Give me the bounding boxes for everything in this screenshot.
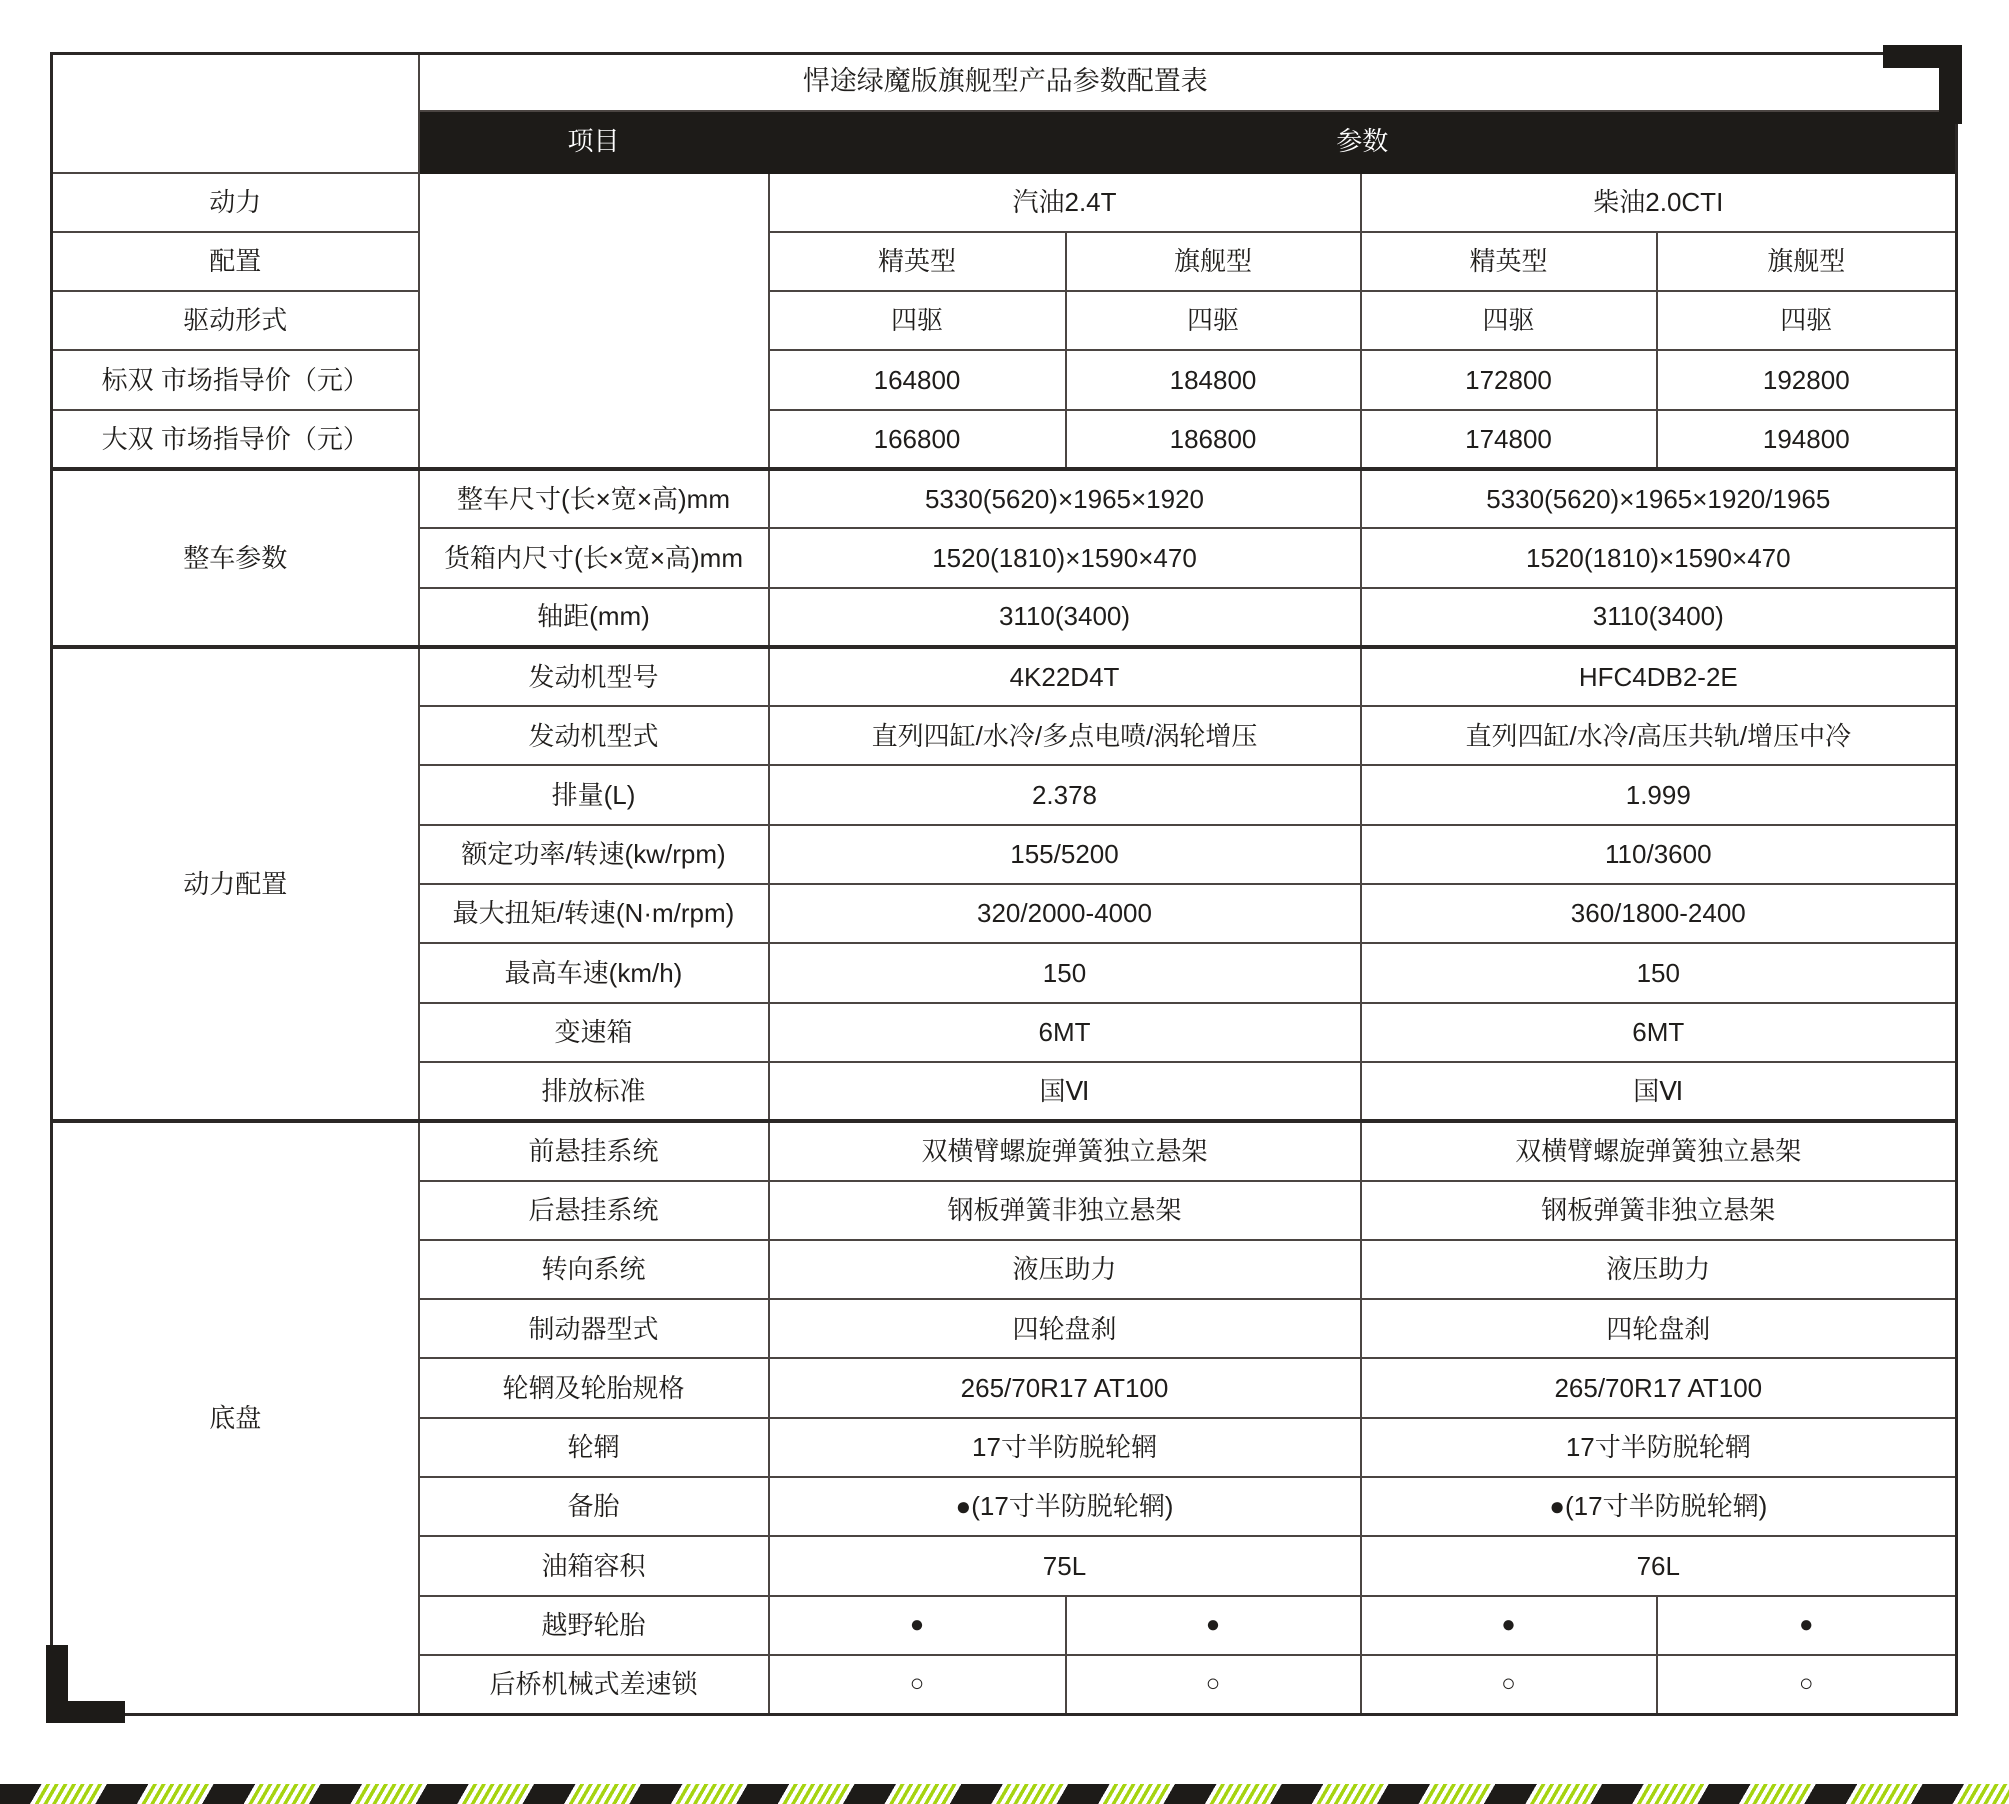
standard-dot-cell: ● bbox=[1066, 1596, 1361, 1655]
value-cell: 76L bbox=[1361, 1536, 1957, 1595]
row-label: 制动器型式 bbox=[419, 1299, 769, 1358]
value-cell: 192800 bbox=[1657, 350, 1957, 409]
value-cell: HFC4DB2-2E bbox=[1361, 647, 1957, 706]
value-cell: 四驱 bbox=[1361, 291, 1657, 350]
page-title: 悍途绿魔版旗舰型产品参数配置表 bbox=[419, 54, 1957, 111]
value-cell: 265/70R17 AT100 bbox=[769, 1358, 1361, 1417]
corner-bracket-bottom-left bbox=[46, 1645, 125, 1723]
spec-table-container bbox=[50, 52, 1958, 1716]
row-label: 最高车速(km/h) bbox=[419, 943, 769, 1002]
value-cell: 360/1800-2400 bbox=[1361, 884, 1957, 943]
standard-dot-cell: ● bbox=[1361, 1596, 1657, 1655]
table-row bbox=[52, 173, 1957, 232]
value-cell: 汽油2.4T bbox=[769, 173, 1361, 232]
value-cell: 172800 bbox=[1361, 350, 1657, 409]
row-label: 最大扭矩/转速(N·m/rpm) bbox=[419, 884, 769, 943]
value-cell: 155/5200 bbox=[769, 825, 1361, 884]
row-label: 排量(L) bbox=[419, 765, 769, 824]
empty-item-cell bbox=[419, 173, 769, 469]
value-cell: 150 bbox=[1361, 943, 1957, 1002]
section-label: 整车参数 bbox=[52, 469, 419, 647]
standard-dot-cell: ● bbox=[769, 1596, 1066, 1655]
row-label: 轮辋 bbox=[419, 1418, 769, 1477]
row-label: 大双 市场指导价（元） bbox=[52, 410, 419, 469]
optional-circle-cell: ○ bbox=[1066, 1655, 1361, 1714]
row-label: 排放标准 bbox=[419, 1062, 769, 1121]
row-label: 货箱内尺寸(长×宽×高)mm bbox=[419, 528, 769, 587]
optional-circle-cell: ○ bbox=[1361, 1655, 1657, 1714]
value-cell: 4K22D4T bbox=[769, 647, 1361, 706]
value-cell: 直列四缸/水冷/高压共轨/增压中冷 bbox=[1361, 706, 1957, 765]
value-cell: 6MT bbox=[1361, 1003, 1957, 1062]
header-empty-cell bbox=[52, 54, 419, 173]
value-cell: 1520(1810)×1590×470 bbox=[769, 528, 1361, 587]
corner-bracket-top-right bbox=[1883, 45, 1962, 124]
row-label: 油箱容积 bbox=[419, 1536, 769, 1595]
value-cell: 17寸半防脱轮辋 bbox=[769, 1418, 1361, 1477]
value-cell: 166800 bbox=[769, 410, 1066, 469]
value-cell: 柴油2.0CTI bbox=[1361, 173, 1957, 232]
table-row bbox=[52, 291, 1957, 350]
value-cell: 精英型 bbox=[1361, 232, 1657, 291]
value-cell: 110/3600 bbox=[1361, 825, 1957, 884]
value-cell: ●(17寸半防脱轮辋) bbox=[1361, 1477, 1957, 1536]
value-cell: 184800 bbox=[1066, 350, 1361, 409]
optional-circle-cell: ○ bbox=[1657, 1655, 1957, 1714]
value-cell: 旗舰型 bbox=[1657, 232, 1957, 291]
value-cell: 四驱 bbox=[1066, 291, 1361, 350]
value-cell: 液压助力 bbox=[769, 1240, 1361, 1299]
value-cell: ●(17寸半防脱轮辋) bbox=[769, 1477, 1361, 1536]
hazard-stripe-band bbox=[0, 1784, 2009, 1804]
value-cell: 四轮盘刹 bbox=[1361, 1299, 1957, 1358]
table-row bbox=[52, 647, 1957, 706]
row-label: 备胎 bbox=[419, 1477, 769, 1536]
row-label: 动力 bbox=[52, 173, 419, 232]
value-cell: 钢板弹簧非独立悬架 bbox=[769, 1181, 1361, 1240]
value-cell: 3110(3400) bbox=[769, 588, 1361, 647]
header-param-cell: 参数 bbox=[769, 111, 1957, 173]
value-cell: 钢板弹簧非独立悬架 bbox=[1361, 1181, 1957, 1240]
value-cell: 四驱 bbox=[769, 291, 1066, 350]
value-cell: 5330(5620)×1965×1920/1965 bbox=[1361, 469, 1957, 528]
value-cell: 旗舰型 bbox=[1066, 232, 1361, 291]
optional-circle-cell: ○ bbox=[769, 1655, 1066, 1714]
row-label: 整车尺寸(长×宽×高)mm bbox=[419, 469, 769, 528]
value-cell: 液压助力 bbox=[1361, 1240, 1957, 1299]
row-label: 配置 bbox=[52, 232, 419, 291]
value-cell: 2.378 bbox=[769, 765, 1361, 824]
title-row bbox=[52, 54, 1957, 111]
value-cell: 双横臂螺旋弹簧独立悬架 bbox=[769, 1121, 1361, 1180]
row-label: 发动机型式 bbox=[419, 706, 769, 765]
table-row bbox=[52, 232, 1957, 291]
value-cell: 164800 bbox=[769, 350, 1066, 409]
section-label: 动力配置 bbox=[52, 647, 419, 1121]
value-cell: 194800 bbox=[1657, 410, 1957, 469]
value-cell: 直列四缸/水冷/多点电喷/涡轮增压 bbox=[769, 706, 1361, 765]
row-label: 前悬挂系统 bbox=[419, 1121, 769, 1180]
value-cell: 186800 bbox=[1066, 410, 1361, 469]
row-label: 标双 市场指导价（元） bbox=[52, 350, 419, 409]
value-cell: 6MT bbox=[769, 1003, 1361, 1062]
header-item-cell: 项目 bbox=[419, 111, 769, 173]
table-row bbox=[52, 410, 1957, 469]
value-cell: 四驱 bbox=[1657, 291, 1957, 350]
value-cell: 国Ⅵ bbox=[769, 1062, 1361, 1121]
table-row bbox=[52, 469, 1957, 528]
value-cell: 1520(1810)×1590×470 bbox=[1361, 528, 1957, 587]
row-label: 变速箱 bbox=[419, 1003, 769, 1062]
value-cell: 1.999 bbox=[1361, 765, 1957, 824]
row-label: 额定功率/转速(kw/rpm) bbox=[419, 825, 769, 884]
value-cell: 国Ⅵ bbox=[1361, 1062, 1957, 1121]
value-cell: 265/70R17 AT100 bbox=[1361, 1358, 1957, 1417]
row-label: 转向系统 bbox=[419, 1240, 769, 1299]
standard-dot-cell: ● bbox=[1657, 1596, 1957, 1655]
row-label: 越野轮胎 bbox=[419, 1596, 769, 1655]
row-label: 轴距(mm) bbox=[419, 588, 769, 647]
row-label: 轮辋及轮胎规格 bbox=[419, 1358, 769, 1417]
table-row bbox=[52, 350, 1957, 409]
row-label: 后悬挂系统 bbox=[419, 1181, 769, 1240]
value-cell: 320/2000-4000 bbox=[769, 884, 1361, 943]
section-label: 底盘 bbox=[52, 1121, 419, 1714]
row-label: 驱动形式 bbox=[52, 291, 419, 350]
value-cell: 四轮盘刹 bbox=[769, 1299, 1361, 1358]
row-label: 发动机型号 bbox=[419, 647, 769, 706]
value-cell: 5330(5620)×1965×1920 bbox=[769, 469, 1361, 528]
value-cell: 精英型 bbox=[769, 232, 1066, 291]
value-cell: 双横臂螺旋弹簧独立悬架 bbox=[1361, 1121, 1957, 1180]
row-label: 后桥机械式差速锁 bbox=[419, 1655, 769, 1714]
value-cell: 174800 bbox=[1361, 410, 1657, 469]
value-cell: 150 bbox=[769, 943, 1361, 1002]
value-cell: 75L bbox=[769, 1536, 1361, 1595]
spec-table bbox=[50, 52, 1958, 1716]
value-cell: 17寸半防脱轮辋 bbox=[1361, 1418, 1957, 1477]
table-row bbox=[52, 1121, 1957, 1180]
value-cell: 3110(3400) bbox=[1361, 588, 1957, 647]
